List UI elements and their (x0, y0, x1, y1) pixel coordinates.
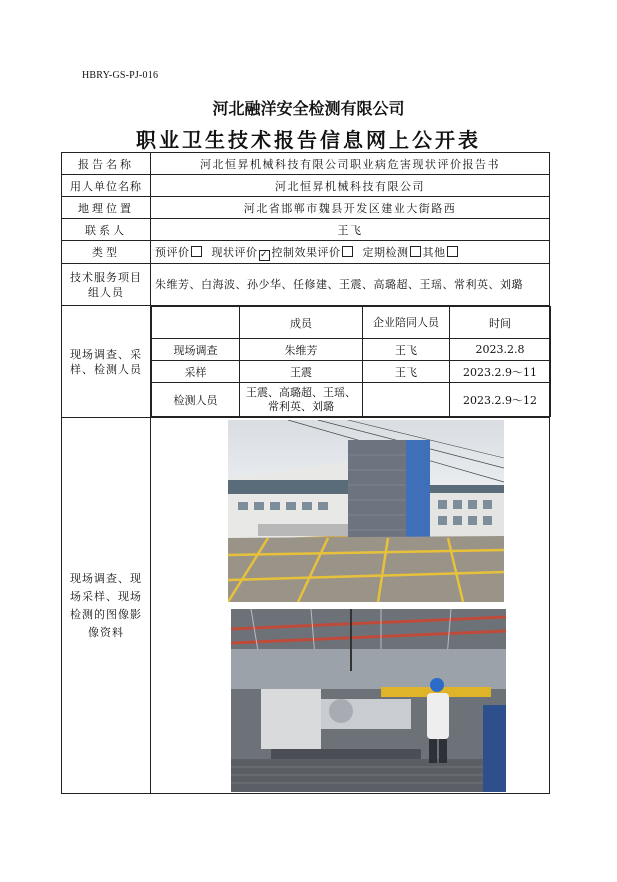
field-row (152, 361, 551, 383)
company-name: 河北融洋安全检测有限公司 (212, 99, 405, 118)
row-contact (62, 219, 550, 241)
type-label: 类型 (62, 241, 151, 264)
field-row-member: 朱维芳 (240, 339, 363, 361)
field-row-date: 2023.2.9～12 (450, 383, 551, 417)
location-value: 河北省邯郸市魏县开发区建业大街路西 (151, 197, 550, 219)
checkbox-other[interactable] (447, 246, 458, 257)
field-row-name: 现场调查 (152, 339, 240, 361)
team-value: 朱维芳、白海波、孙少华、任修建、王震、高璐超、王瑶、常利英、刘璐 (151, 264, 550, 306)
field-subtable (151, 306, 551, 417)
option-label: 现状评价 (211, 245, 258, 259)
field-header-row (152, 307, 551, 339)
field-row-date: 2023.2.9～11 (450, 361, 551, 383)
row-location (62, 197, 550, 219)
document-code: HBRY-GS-PJ-016 (82, 70, 159, 81)
team-label: 技术服务项目组人员 (62, 264, 151, 306)
row-field (62, 306, 550, 418)
images-label: 现场调查、现场采样、现场检测的图像影像资料 (62, 418, 151, 794)
field-row (152, 383, 551, 417)
workshop-machinery-illustration (231, 609, 506, 792)
report-name-value: 河北恒昇机械科技有限公司职业病危害现状评价报告书 (151, 153, 550, 175)
field-row-escort: 王飞 (363, 361, 450, 383)
contact-label: 联系人 (62, 219, 151, 241)
field-row-name: 检测人员 (152, 383, 240, 417)
field-label: 现场调查、采样、检测人员 (62, 306, 151, 418)
checkbox-periodic[interactable] (410, 246, 421, 257)
location-label: 地理位置 (62, 197, 151, 219)
row-type (62, 241, 550, 264)
option-label: 预评价 (155, 245, 190, 259)
type-option-pre[interactable] (155, 246, 204, 259)
field-row (152, 339, 551, 361)
field-row-member: 王震 (240, 361, 363, 383)
type-option-periodic[interactable] (363, 246, 423, 259)
row-report-name (62, 153, 550, 175)
type-option-control[interactable] (272, 246, 355, 259)
checkbox-control[interactable] (342, 246, 353, 257)
checkbox-pre[interactable] (191, 246, 202, 257)
row-team (62, 264, 550, 306)
field-header-date: 时间 (450, 307, 551, 339)
field-row-escort (363, 383, 450, 417)
field-row-name: 采样 (152, 361, 240, 383)
workshop-machinery-photo (231, 609, 506, 792)
field-header-member: 成员 (240, 307, 363, 339)
factory-exterior-illustration (228, 420, 504, 602)
factory-exterior-photo (228, 420, 504, 602)
page-title: 职业卫生技术报告信息网上公开表 (136, 128, 481, 152)
option-label: 其他 (422, 245, 446, 259)
field-row-date: 2023.2.8 (450, 339, 551, 361)
type-option-status[interactable] (212, 246, 272, 259)
field-row-escort: 王飞 (363, 339, 450, 361)
employer-label: 用人单位名称 (62, 175, 151, 197)
field-row-member: 王震、高璐超、王瑶、常利英、刘璐 (240, 383, 363, 417)
report-name-label: 报告名称 (62, 153, 151, 175)
field-subtable-cell (151, 306, 550, 418)
checkbox-status-checked[interactable]: ✓ (259, 249, 269, 260)
field-header-escort: 企业陪同人员 (363, 307, 450, 339)
field-header-blank (152, 307, 240, 339)
row-employer (62, 175, 550, 197)
employer-value: 河北恒昇机械科技有限公司 (151, 175, 550, 197)
type-options (151, 241, 550, 264)
option-label: 定期检测 (362, 245, 409, 259)
type-option-other[interactable] (423, 246, 460, 259)
option-label: 控制效果评价 (271, 245, 341, 259)
contact-value: 王飞 (151, 219, 550, 241)
